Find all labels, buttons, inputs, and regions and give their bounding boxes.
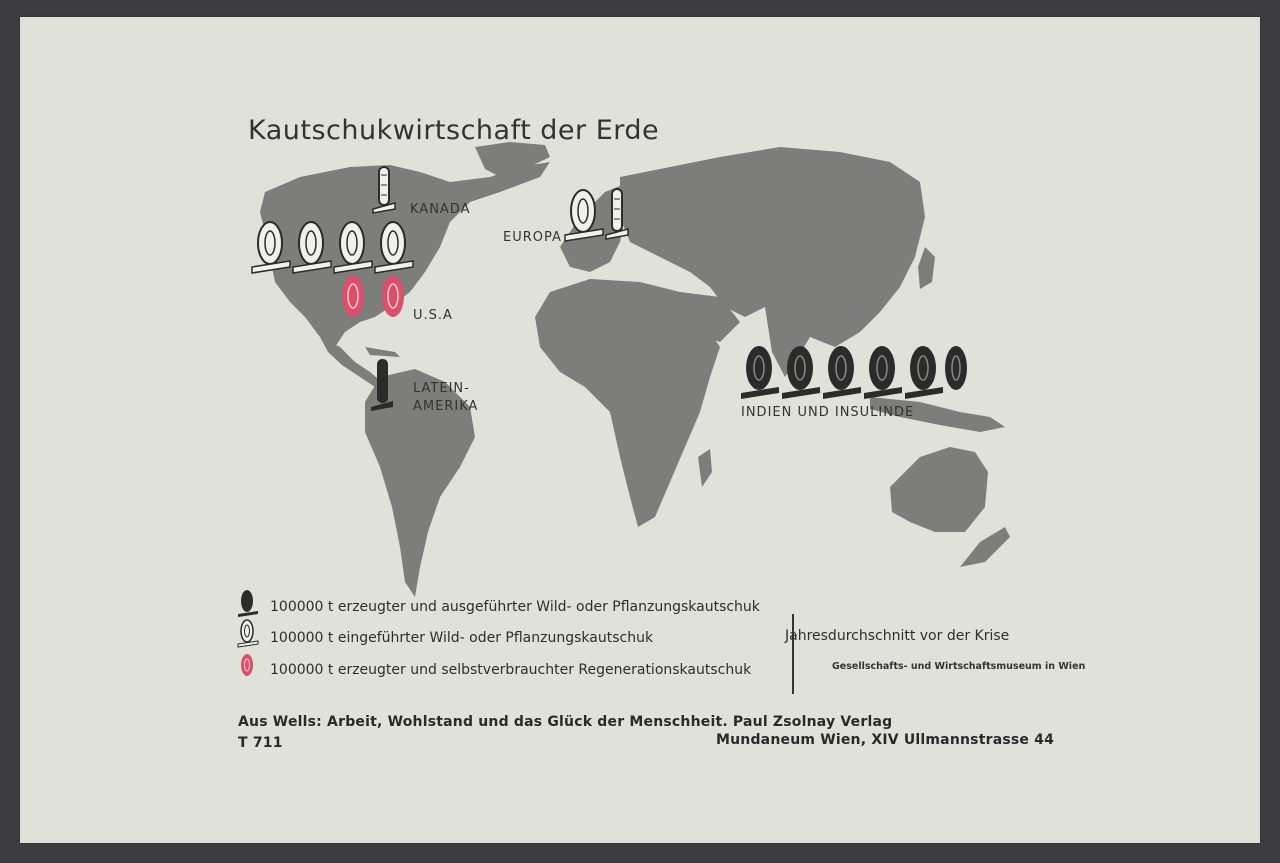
plate-code: T 711: [238, 735, 283, 751]
legend-divider: [792, 614, 794, 694]
publisher-address: Mundaneum Wien, XIV Ullmannstrasse 44: [716, 732, 1055, 748]
tire-produced-icon: [862, 343, 904, 401]
region-label-indien: INDIEN UND INSULINDE: [741, 405, 915, 420]
region-label-lateinamerika-1: LATEIN-: [413, 381, 470, 396]
legend-produced-label: 100000 t erzeugter und ausgeführter Wild- oder Pflanzungskautschuk: [270, 599, 760, 615]
tire-produced-icon: [370, 357, 394, 413]
tire-imported-icon: [250, 219, 292, 275]
museum-credit: Gesellschafts- und Wirtschaftsmuseum in Wien: [832, 661, 1086, 672]
tire-imported-icon: [291, 219, 333, 275]
tire-produced-icon: [780, 343, 822, 401]
tire-produced-icon: [903, 343, 945, 401]
legend-tire-produced-icon: [237, 589, 259, 619]
landmass-australia: [890, 447, 988, 532]
legend-tire-imported-icon: [237, 619, 259, 649]
legend-tire-regeneration-icon: [237, 650, 259, 680]
region-label-europa: EUROPA: [503, 230, 562, 245]
legend-regeneration-label: 100000 t erzeugter und selbstverbrauchter Regenerationskautschuk: [270, 662, 752, 678]
tire-regeneration-icon: [340, 273, 366, 319]
source-citation: Aus Wells: Arbeit, Wohlstand und das Glück der Menschheit. Paul Zsolnay Verlag: [238, 714, 893, 730]
region-label-lateinamerika-2: AMERIKA: [413, 399, 479, 414]
tire-imported-icon: [605, 187, 629, 241]
legend-note: Jahresdurchschnitt vor der Krise: [785, 628, 1010, 644]
tire-produced-icon: [739, 343, 781, 401]
region-label-usa: U.S.A: [413, 308, 453, 323]
map-title: Kautschukwirtschaft der Erde: [248, 115, 660, 146]
tire-imported-icon: [332, 219, 374, 275]
tire-produced-icon: [821, 343, 863, 401]
tire-produced-icon: [943, 343, 969, 401]
region-label-kanada: KANADA: [410, 202, 471, 217]
poster-sheet: [20, 17, 1260, 843]
tire-imported-icon: [373, 219, 415, 275]
legend-imported-label: 100000 t eingeführter Wild- oder Pflanzungskautschuk: [270, 630, 654, 646]
tire-imported-icon: [372, 165, 396, 215]
landmass-madagascar: [698, 449, 712, 487]
landmass-new-zealand: [960, 527, 1010, 567]
tire-regeneration-icon: [380, 273, 406, 319]
landmass-japan: [918, 247, 935, 289]
tire-imported-icon: [563, 187, 605, 243]
landmass-caribbean: [365, 347, 400, 357]
